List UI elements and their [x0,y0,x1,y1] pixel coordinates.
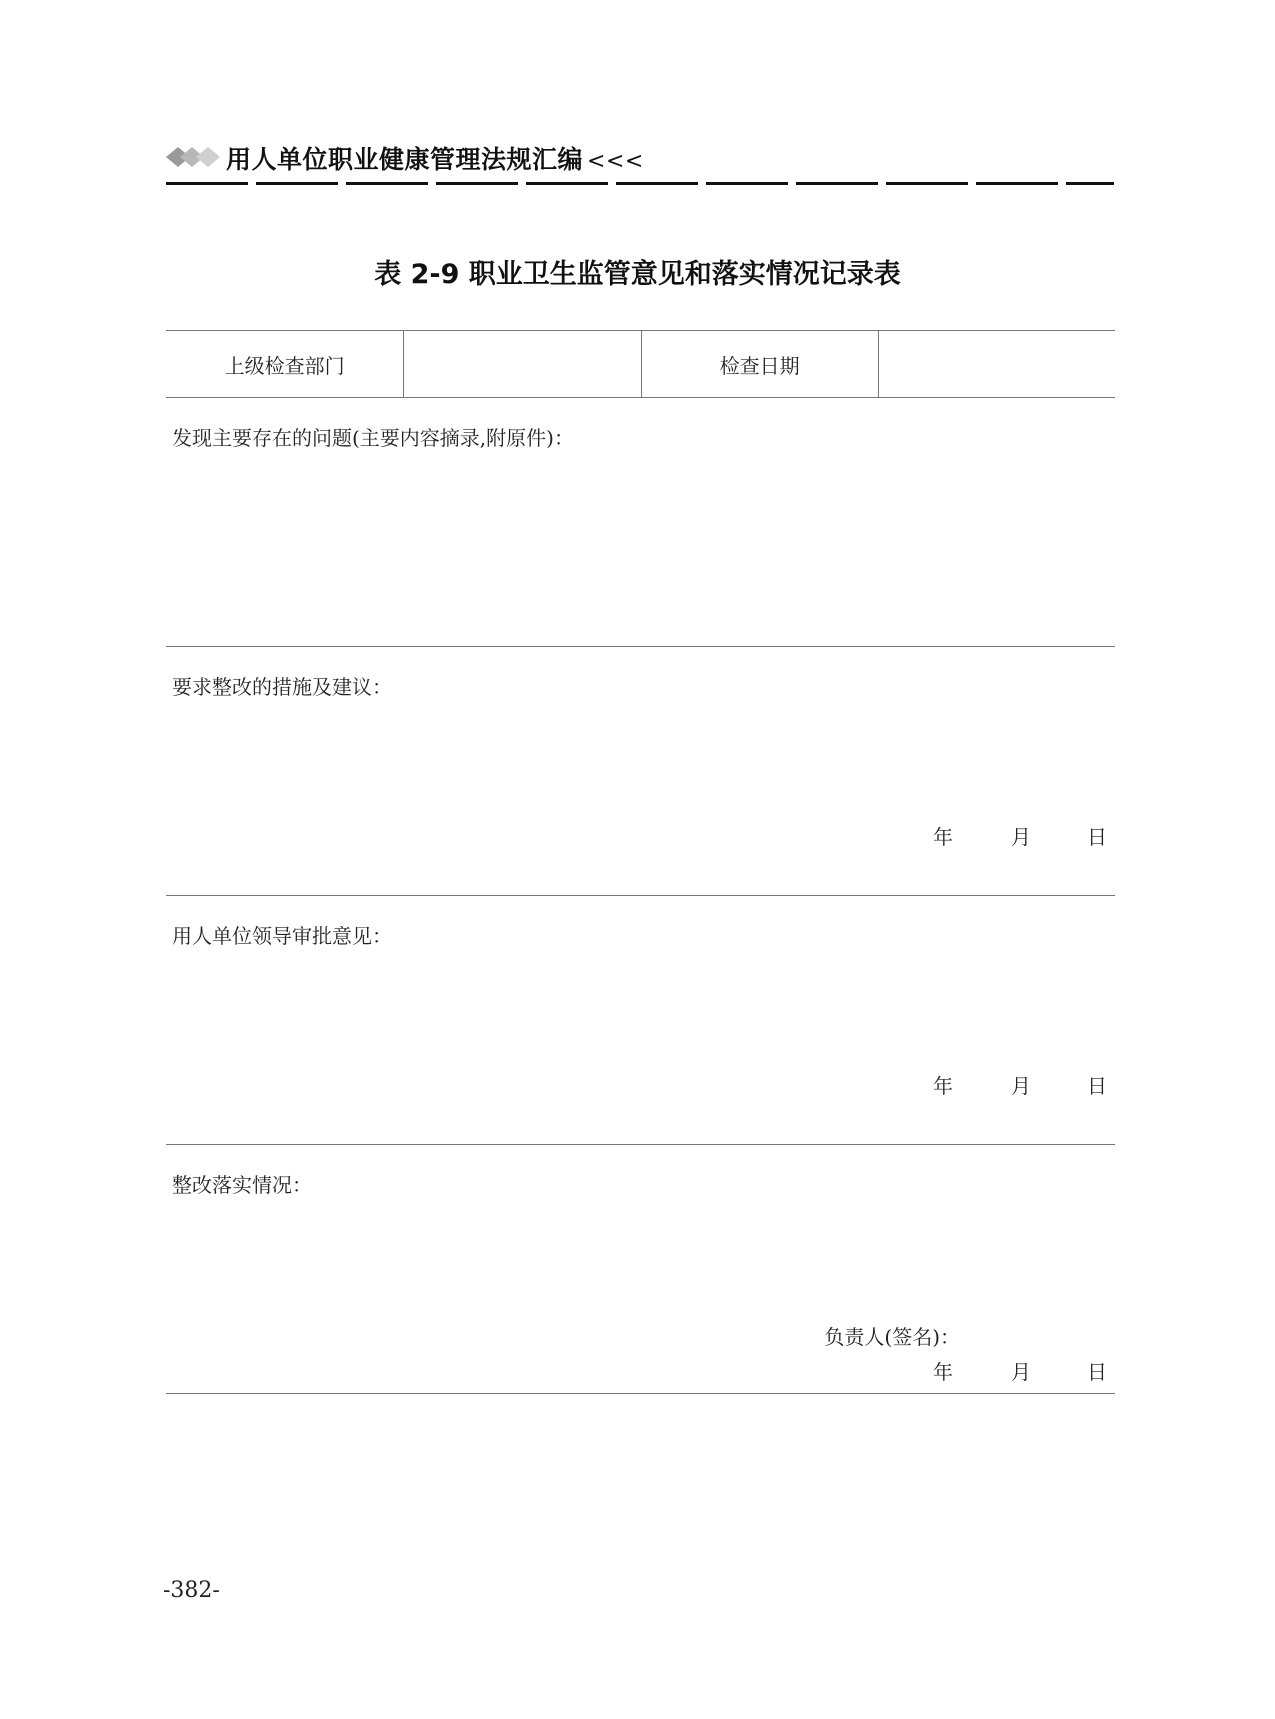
inspection-date-label: 检查日期 [641,331,878,397]
table-title: 表 2-9 职业卫生监管意见和落实情况记录表 [374,259,901,290]
page-number: -382- [163,1578,220,1603]
day-label: 日 [1087,1360,1107,1384]
implementation-status-section[interactable] [166,1145,1115,1394]
diamond-logo-icon [166,144,226,170]
month-label: 月 [1011,1074,1031,1098]
leader-approval-section[interactable] [166,896,1115,1145]
measures-label: 要求整改的措施及建议： [172,675,392,699]
table-header-row [166,330,1115,398]
measures-date-line [933,821,1107,850]
approval-date-line [933,1070,1107,1099]
running-title: 用人单位职业健康管理法规汇编 <<< [226,145,644,174]
month-label: 月 [1011,1360,1031,1384]
day-label: 日 [1087,825,1107,849]
inspection-date-field[interactable] [878,331,1115,397]
chevrons-icon: <<< [587,149,644,174]
inspection-dept-label: 上级检查部门 [224,353,345,378]
running-header [166,138,1114,188]
signer-label: 负责人(签名)： [824,1325,960,1349]
month-label: 月 [1011,825,1031,849]
header-dashed-rule [166,182,1114,186]
problems-section[interactable] [166,398,1115,647]
day-label: 日 [1087,1074,1107,1098]
problems-label: 发现主要存在的问题(主要内容摘录,附原件)： [172,426,574,450]
year-label: 年 [933,1360,953,1384]
rectification-measures-section[interactable] [166,647,1115,896]
implementation-label: 整改落实情况： [172,1173,312,1197]
inspection-dept-field[interactable] [403,331,640,397]
approval-label: 用人单位领导审批意见： [172,924,392,948]
year-label: 年 [933,825,953,849]
year-label: 年 [933,1074,953,1098]
record-form-table [166,330,1115,1394]
implementation-date-line [933,1356,1107,1385]
